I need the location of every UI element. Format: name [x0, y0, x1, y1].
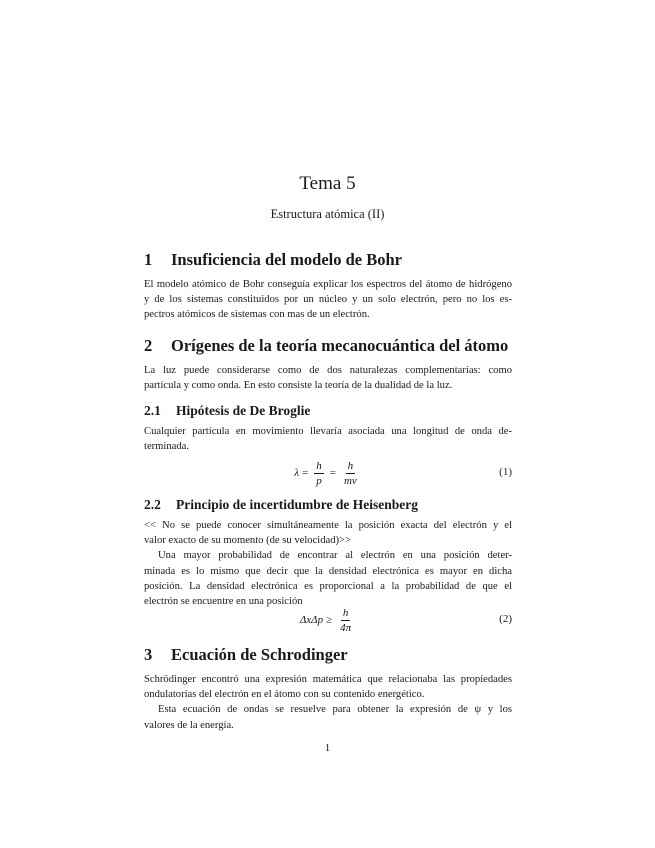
subsection-2-1-heading: [144, 403, 310, 419]
text-line: electrón se encuentre en una posición: [144, 595, 303, 607]
text-line: pectros atómicos de sistemas con mas de un electrón.: [144, 309, 370, 321]
fraction-numerator: h: [342, 606, 349, 619]
fraction-numerator: h: [316, 459, 322, 472]
equation-2: [144, 603, 512, 637]
text-line: valores de la energía.: [144, 719, 234, 731]
subsection-number: 2.2: [144, 497, 161, 512]
text-line: valor exacto de su momento (de su velocidad)>>: [144, 535, 351, 547]
document-subtitle: Estructura atómica (II): [270, 207, 385, 221]
fraction-h-over-mv: [342, 459, 359, 488]
text-line: partícula y como onda. En esto consiste la teoría de la dualidad de la luz.: [144, 380, 453, 392]
section-1-heading: [144, 250, 402, 270]
fraction-numerator: h: [347, 459, 354, 472]
text-line: y de los sistemas constituidos por un núcleo y un solo electrón, pero no los es-: [144, 294, 512, 306]
text-line: ondulatorias del electrón en el átomo con su contenido energético.: [144, 689, 425, 701]
subsection-2-2-heading: [144, 497, 418, 513]
text-line: Schrödinger encontró una expresión matemática que relacionaba las propiedades: [144, 674, 512, 685]
section-2-paragraph: [144, 363, 512, 393]
subsection-number: 2.1: [144, 403, 161, 418]
text-line: posición. La densidad electrónica es proporcional a la probabilidad de que el: [144, 580, 512, 592]
section-number: 2: [144, 336, 153, 355]
page-number: 1: [324, 742, 331, 754]
section-title: Ecuación de Schrodinger: [171, 645, 348, 664]
section-title: Orígenes de la teoría mecanocuántica del átomo: [171, 336, 509, 355]
fraction-h-over-4pi: [338, 606, 353, 635]
text-line: minada es lo mismo que decir que la densidad electrónica es mayor en dicha: [144, 565, 512, 577]
fraction-h-over-p: [314, 459, 324, 488]
equation-2-math: [144, 603, 512, 637]
text-line: La luz puede considerarse como de dos naturalezas complementarias: como: [144, 365, 512, 376]
greater-equal-sign: ≥: [326, 614, 333, 626]
equation-1-math: [144, 456, 512, 490]
text-line: terminada.: [144, 441, 190, 453]
document-title: Tema 5: [299, 173, 356, 194]
subsection-2-2-paragraph: [144, 518, 512, 609]
section-1-paragraph: [144, 277, 512, 323]
equation-number: (1): [499, 466, 512, 478]
text-line: Cualquier partícula en movimiento llevaría asociada una longitud de onda de-: [144, 426, 512, 437]
fraction-denominator: p: [316, 474, 322, 487]
text-line: << No se puede conocer simultáneamente la posición exacta del electrón y el: [144, 520, 512, 531]
subsection-title: Principio de incertidumbre de Heisenberg: [176, 497, 418, 512]
equation-number: (2): [499, 613, 512, 625]
section-number: 1: [144, 250, 153, 269]
text-line: Esta ecuación de ondas se resuelve para obtener la expresión de ψ y los: [158, 704, 512, 716]
equation-1: [144, 456, 512, 490]
subsection-2-1-paragraph: [144, 424, 512, 454]
subsection-title: Hipótesis de De Broglie: [176, 403, 311, 418]
text-line: El modelo atómico de Bohr conseguía explicar los espectros del átomo de hidrógeno: [144, 279, 512, 290]
section-title: Insuficiencia del modelo de Bohr: [171, 250, 403, 269]
fraction-denominator: mv: [343, 474, 357, 487]
fraction-denominator: 4π: [340, 621, 352, 634]
lambda-symbol: λ: [294, 467, 299, 479]
equals-sign: =: [329, 467, 336, 479]
equals-sign: =: [302, 467, 309, 479]
section-3-paragraph: [144, 672, 512, 733]
section-3-heading: [144, 645, 348, 665]
section-2-heading: [144, 336, 508, 356]
section-number: 3: [144, 645, 153, 664]
text-line: Una mayor probabilidad de encontrar al electrón en una posición deter-: [158, 550, 512, 562]
delta-x-delta-p: ΔxΔp: [299, 614, 324, 626]
